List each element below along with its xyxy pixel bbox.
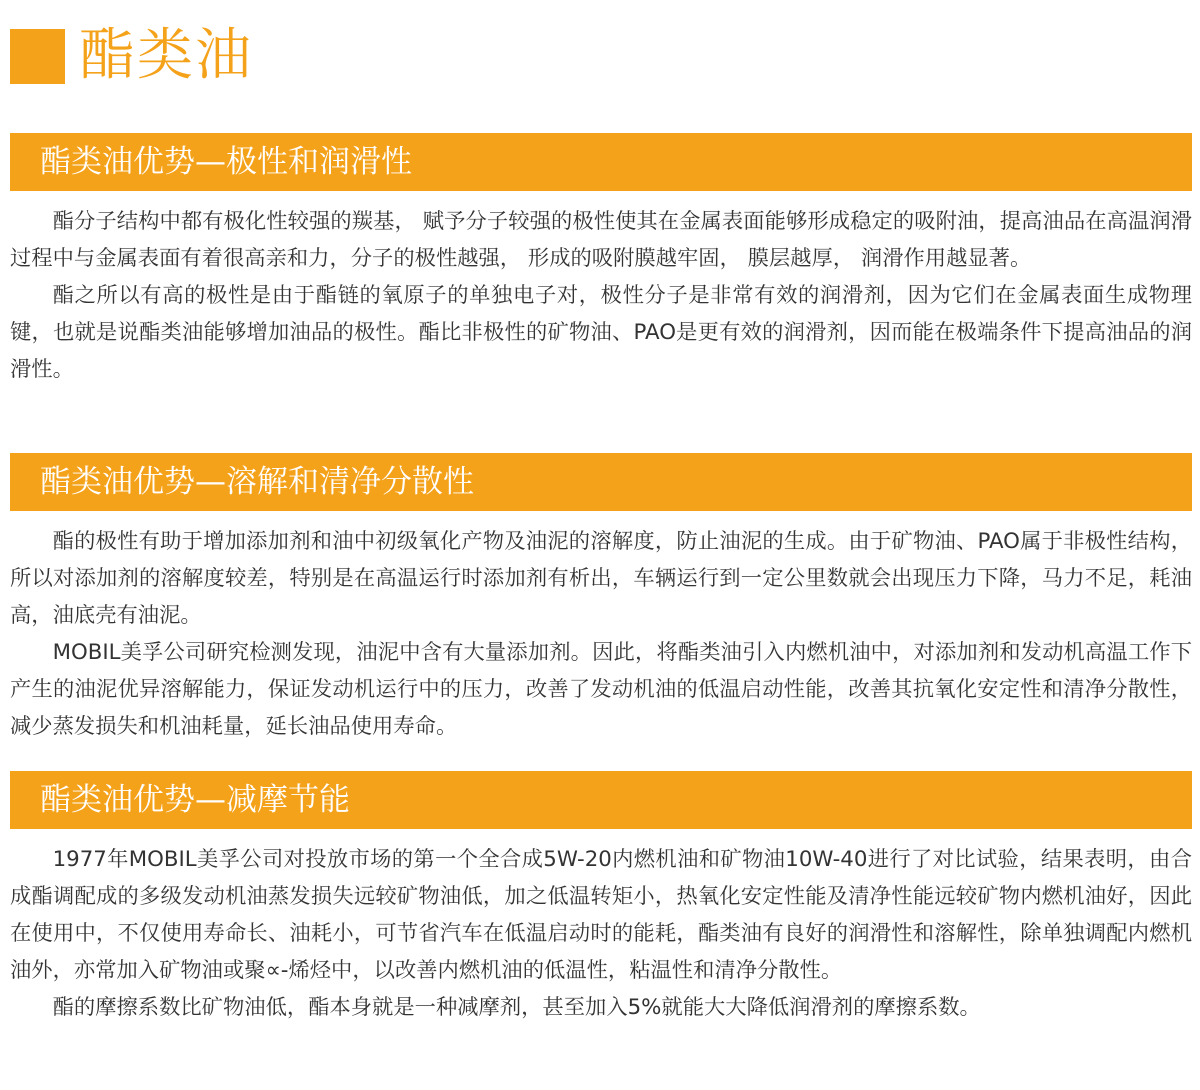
paragraph: 酯的摩擦系数比矿物油低，酯本身就是一种减摩剂，甚至加入5%就能大大降低润滑剂的摩擦系数。: [52, 995, 981, 1020]
section-body: [10, 829, 1192, 1026]
section-title: 酯类油优势—减摩节能: [40, 782, 350, 818]
paragraph: 酯的极性有助于增加添加剂和油中初级氧化产物及油泥的溶解度，防止油泥的生成。由于矿物油、PAO属于非极性结构，所以对添加剂的溶解度较差，特别是在高温运行时添加剂有析出，车辆运行到一定公里数就会出现压力下降，马力不足，耗油高，油底壳有油泥。: [10, 529, 1192, 628]
page-header: [10, 22, 253, 90]
section-polarity-lubricity: [10, 133, 1192, 388]
page-title: 酯类油: [79, 23, 253, 88]
paragraph: 酯之所以有高的极性是由于酯链的氧原子的单独电子对，极性分子是非常有效的润滑剂，因为它们在金属表面生成物理键，也就是说酯类油能够增加油品的极性。酯比非极性的矿物油、PAO是更有效的润滑剂，因而能在极端条件下提高油品的润滑性。: [10, 283, 1192, 382]
paragraph: 酯分子结构中都有极化性较强的羰基， 赋予分子较强的极性使其在金属表面能够形成稳定的吸附油，提高油品在高温润滑过程中与金属表面有着很高亲和力，分子的极性越强， 形成的吸附膜越牢固， 膜层越厚， 润滑作用越显著。: [10, 209, 1192, 271]
section-body: [10, 191, 1192, 388]
section-title: 酯类油优势—溶解和清净分散性: [40, 464, 474, 500]
paragraph: MOBIL美孚公司研究检测发现，油泥中含有大量添加剂。因此，将酯类油引入内燃机油中，对添加剂和发动机高温工作下产生的油泥优异溶解能力，保证发动机运行中的压力，改善了发动机油的低温启动性能，改善其抗氧化安定性和清净分散性，减少蒸发损失和机油耗量，延长油品使用寿命。: [10, 640, 1192, 739]
section-solubility-dispersancy: [10, 453, 1192, 745]
section-header-bar: [10, 771, 1192, 829]
section-header-bar: [10, 453, 1192, 511]
section-header-bar: [10, 133, 1192, 191]
section-body: [10, 511, 1192, 745]
header-accent-square: [10, 29, 65, 84]
paragraph: 1977年MOBIL美孚公司对投放市场的第一个全合成5W-20内燃机油和矿物油10W-40进行了对比试验，结果表明，由合成酯调配成的多级发动机油蒸发损失远较矿物油低，加之低温转矩小，热氧化安定性能及清净性能远较矿物内燃机油好，因此在使用中，不仅使用寿命长、油耗小，可节省汽车在低温启动时的能耗，酯类油有良好的润滑性和溶解性，除单独调配内燃机油外，亦常加入矿物油或聚∝-烯烃中，以改善内燃机油的低温性，粘温性和清净分散性。: [10, 847, 1192, 983]
section-friction-energy-saving: [10, 771, 1192, 1026]
section-title: 酯类油优势—极性和润滑性: [40, 144, 412, 180]
